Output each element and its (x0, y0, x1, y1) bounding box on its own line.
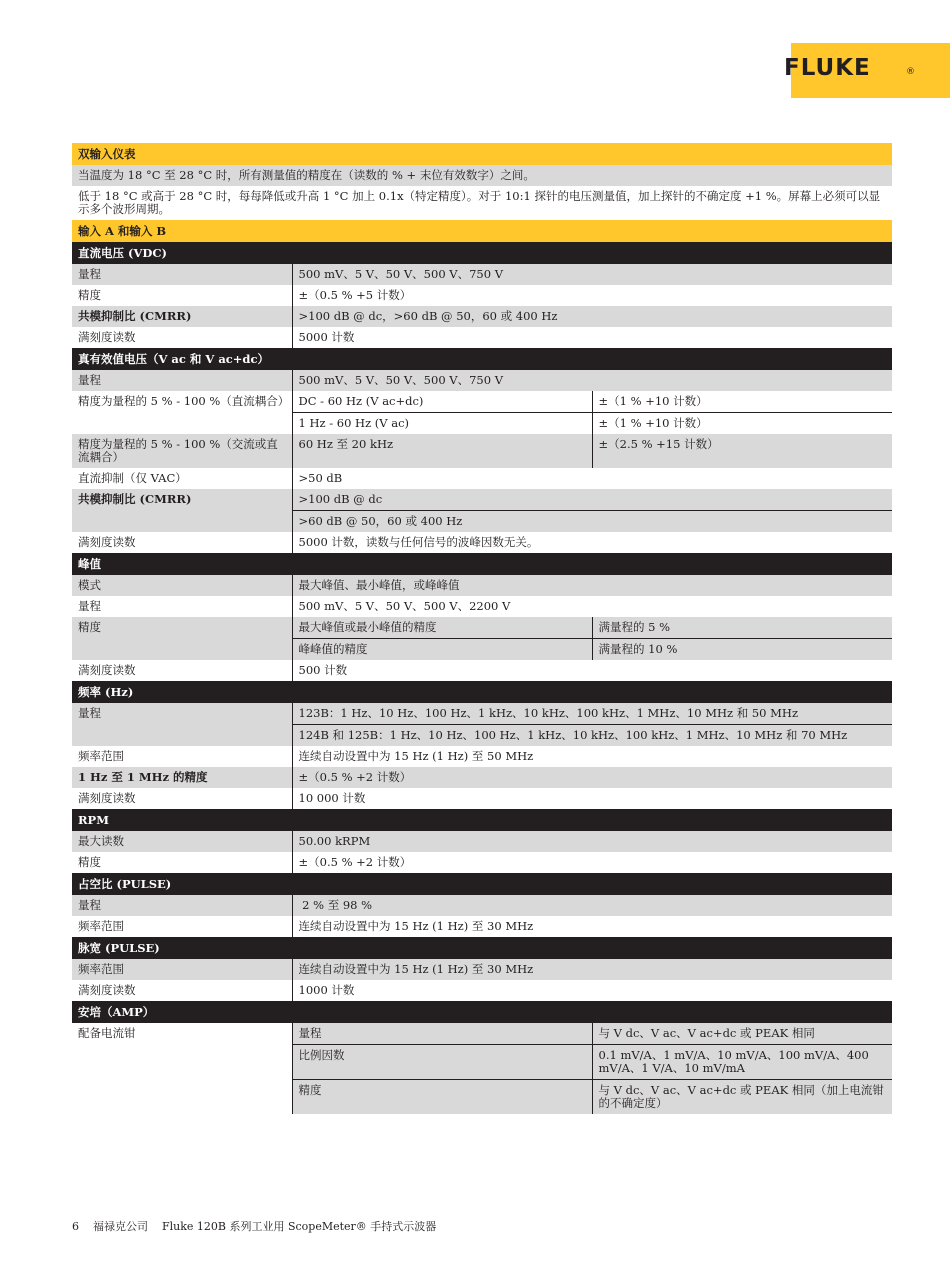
row-label: 满刻度读数 (72, 532, 292, 553)
row-value: ±（0.5 % +2 计数） (292, 767, 892, 788)
page-number: 6 (72, 1220, 79, 1233)
table-row (72, 831, 892, 852)
row-value: 与 V dc、V ac、V ac+dc 或 PEAK 相同 (592, 1023, 892, 1045)
row-label: 频率范围 (72, 916, 292, 937)
row-value: >100 dB @ dc，>60 dB @ 50，60 或 400 Hz (292, 306, 892, 327)
section-header (72, 809, 892, 831)
row-label: 量程 (72, 264, 292, 285)
row-value: 最大峰值、最小峰值，或峰峰值 (292, 575, 892, 596)
row-label: 满刻度读数 (72, 980, 292, 1001)
section-header (72, 937, 892, 959)
row-label: 满刻度读数 (72, 327, 292, 348)
table-row (72, 434, 892, 468)
table-row (72, 575, 892, 596)
table-row (72, 788, 892, 809)
row-condition: 最大峰值或最小峰值的精度 (292, 617, 592, 639)
row-value: >50 dB (292, 468, 892, 489)
amp-title: 安培（AMP） (72, 1001, 892, 1023)
row-label: 共模抑制比 (CMRR) (72, 306, 292, 327)
section-header (72, 348, 892, 370)
row-label: 1 Hz 至 1 MHz 的精度 (72, 767, 292, 788)
table-row (72, 1023, 892, 1045)
row-value: >60 dB @ 50，60 或 400 Hz (292, 511, 892, 533)
spec-table (72, 143, 892, 1114)
row-value: 2 % 至 98 % (292, 895, 892, 916)
temperature-note: 当温度为 18 °C 至 28 °C 时，所有测量值的精度在（读数的 % + 末位有效数字）之间。 (72, 165, 892, 186)
table-row (72, 468, 892, 489)
section-header (72, 143, 892, 165)
table-row (72, 746, 892, 767)
row-condition: 1 Hz - 60 Hz (V ac) (292, 413, 592, 435)
row-label: 频率范围 (72, 746, 292, 767)
dual-input-meter-title: 双输入仪表 (72, 143, 892, 165)
table-row (72, 703, 892, 725)
section-header (72, 242, 892, 264)
row-value: 500 计数 (292, 660, 892, 681)
section-header (72, 1001, 892, 1023)
row-label: 精度 (72, 285, 292, 306)
row-condition: 60 Hz 至 20 kHz (292, 434, 592, 468)
row-condition: 精度 (292, 1080, 592, 1115)
row-label: 量程 (72, 895, 292, 916)
row-value: 124B 和 125B：1 Hz、10 Hz、100 Hz、1 kHz、10 kHz、100 kHz、1 MHz、10 MHz 和 70 MHz (292, 725, 892, 747)
row-value: 满量程的 5 % (592, 617, 892, 639)
freq-title: 频率 (Hz) (72, 681, 892, 703)
row-label: 精度为量程的 5 % - 100 %（交流或直流耦合） (72, 434, 292, 468)
row-value: >100 dB @ dc (292, 489, 892, 511)
row-value: 连续自动设置中为 15 Hz (1 Hz) 至 50 MHz (292, 746, 892, 767)
section-header (72, 553, 892, 575)
row-value: 500 mV、5 V、50 V、500 V、750 V (292, 370, 892, 391)
row-value: ±（0.5 % +2 计数） (292, 852, 892, 873)
table-row (72, 532, 892, 553)
row-label: 模式 (72, 575, 292, 596)
row-value: 连续自动设置中为 15 Hz (1 Hz) 至 30 MHz (292, 916, 892, 937)
row-condition: 峰峰值的精度 (292, 639, 592, 661)
row-label: 量程 (72, 703, 292, 746)
table-row (72, 617, 892, 639)
derating-note: 低于 18 °C 或高于 28 °C 时，每每降低或升高 1 °C 加上 0.1x（特定精度）。对于 10:1 探针的电压测量值，加上探针的不确定度 +1 %。屏幕上必须可以显示多个波形周期。 (72, 186, 892, 220)
row-value: ±（0.5 % +5 计数） (292, 285, 892, 306)
note-row (72, 165, 892, 186)
table-row (72, 327, 892, 348)
pulse-title: 脉宽 (PULSE) (72, 937, 892, 959)
row-label: 量程 (72, 370, 292, 391)
row-value: 5000 计数 (292, 327, 892, 348)
table-row (72, 767, 892, 788)
row-label: 共模抑制比 (CMRR) (72, 489, 292, 532)
company-name: 福禄克公司 (93, 1220, 148, 1233)
logo-wordmark: FLUKE (784, 55, 871, 81)
row-label: 量程 (72, 596, 292, 617)
table-row (72, 306, 892, 327)
table-row (72, 391, 892, 413)
vdc-title: 直流电压 (VDC) (72, 242, 892, 264)
row-value: 0.1 mV/A、1 mV/A、10 mV/A、100 mV/A、400 mV/A、1 V/A、10 mV/mA (592, 1045, 892, 1080)
table-row (72, 660, 892, 681)
row-value: 500 mV、5 V、50 V、500 V、2200 V (292, 596, 892, 617)
row-condition: DC - 60 Hz (V ac+dc) (292, 391, 592, 413)
row-label: 精度为量程的 5 % - 100 %（直流耦合） (72, 391, 292, 434)
row-label: 满刻度读数 (72, 660, 292, 681)
table-row (72, 916, 892, 937)
row-label: 最大读数 (72, 831, 292, 852)
table-row (72, 895, 892, 916)
row-condition: 量程 (292, 1023, 592, 1045)
row-label: 频率范围 (72, 959, 292, 980)
row-label: 配备电流钳 (72, 1023, 292, 1114)
row-value: 与 V dc、V ac、V ac+dc 或 PEAK 相同（加上电流钳的不确定度） (592, 1080, 892, 1115)
duty-title: 占空比 (PULSE) (72, 873, 892, 895)
rpm-title: RPM (72, 809, 892, 831)
section-header (72, 873, 892, 895)
row-condition: 比例因数 (292, 1045, 592, 1080)
table-row (72, 959, 892, 980)
document-title: Fluke 120B 系列工业用 ScopeMeter® 手持式示波器 (162, 1220, 437, 1233)
row-label: 精度 (72, 852, 292, 873)
row-value: ±（2.5 % +15 计数） (592, 434, 892, 468)
section-header (72, 681, 892, 703)
inputs-title: 输入 A 和输入 B (72, 220, 892, 242)
table-row (72, 852, 892, 873)
table-row (72, 980, 892, 1001)
row-value: 50.00 kRPM (292, 831, 892, 852)
table-row (72, 285, 892, 306)
page-footer (72, 1218, 450, 1234)
row-value: 满量程的 10 % (592, 639, 892, 661)
row-value: 连续自动设置中为 15 Hz (1 Hz) 至 30 MHz (292, 959, 892, 980)
table-row (72, 596, 892, 617)
note-row (72, 186, 892, 220)
row-label: 精度 (72, 617, 292, 660)
row-label: 直流抑制（仅 VAC） (72, 468, 292, 489)
row-value: ±（1 % +10 计数） (592, 391, 892, 413)
table-row (72, 370, 892, 391)
registered-mark: ® (906, 67, 915, 77)
row-value: 10 000 计数 (292, 788, 892, 809)
row-value: 123B：1 Hz、10 Hz、100 Hz、1 kHz、10 kHz、100 kHz、1 MHz、10 MHz 和 50 MHz (292, 703, 892, 725)
row-value: 5000 计数，读数与任何信号的波峰因数无关。 (292, 532, 892, 553)
row-label: 满刻度读数 (72, 788, 292, 809)
vac-title: 真有效值电压（V ac 和 V ac+dc） (72, 348, 892, 370)
table-row (72, 264, 892, 285)
row-value: 1000 计数 (292, 980, 892, 1001)
section-header (72, 220, 892, 242)
row-value: 500 mV、5 V、50 V、500 V、750 V (292, 264, 892, 285)
table-row (72, 489, 892, 511)
peak-title: 峰值 (72, 553, 892, 575)
row-value: ±（1 % +10 计数） (592, 413, 892, 435)
